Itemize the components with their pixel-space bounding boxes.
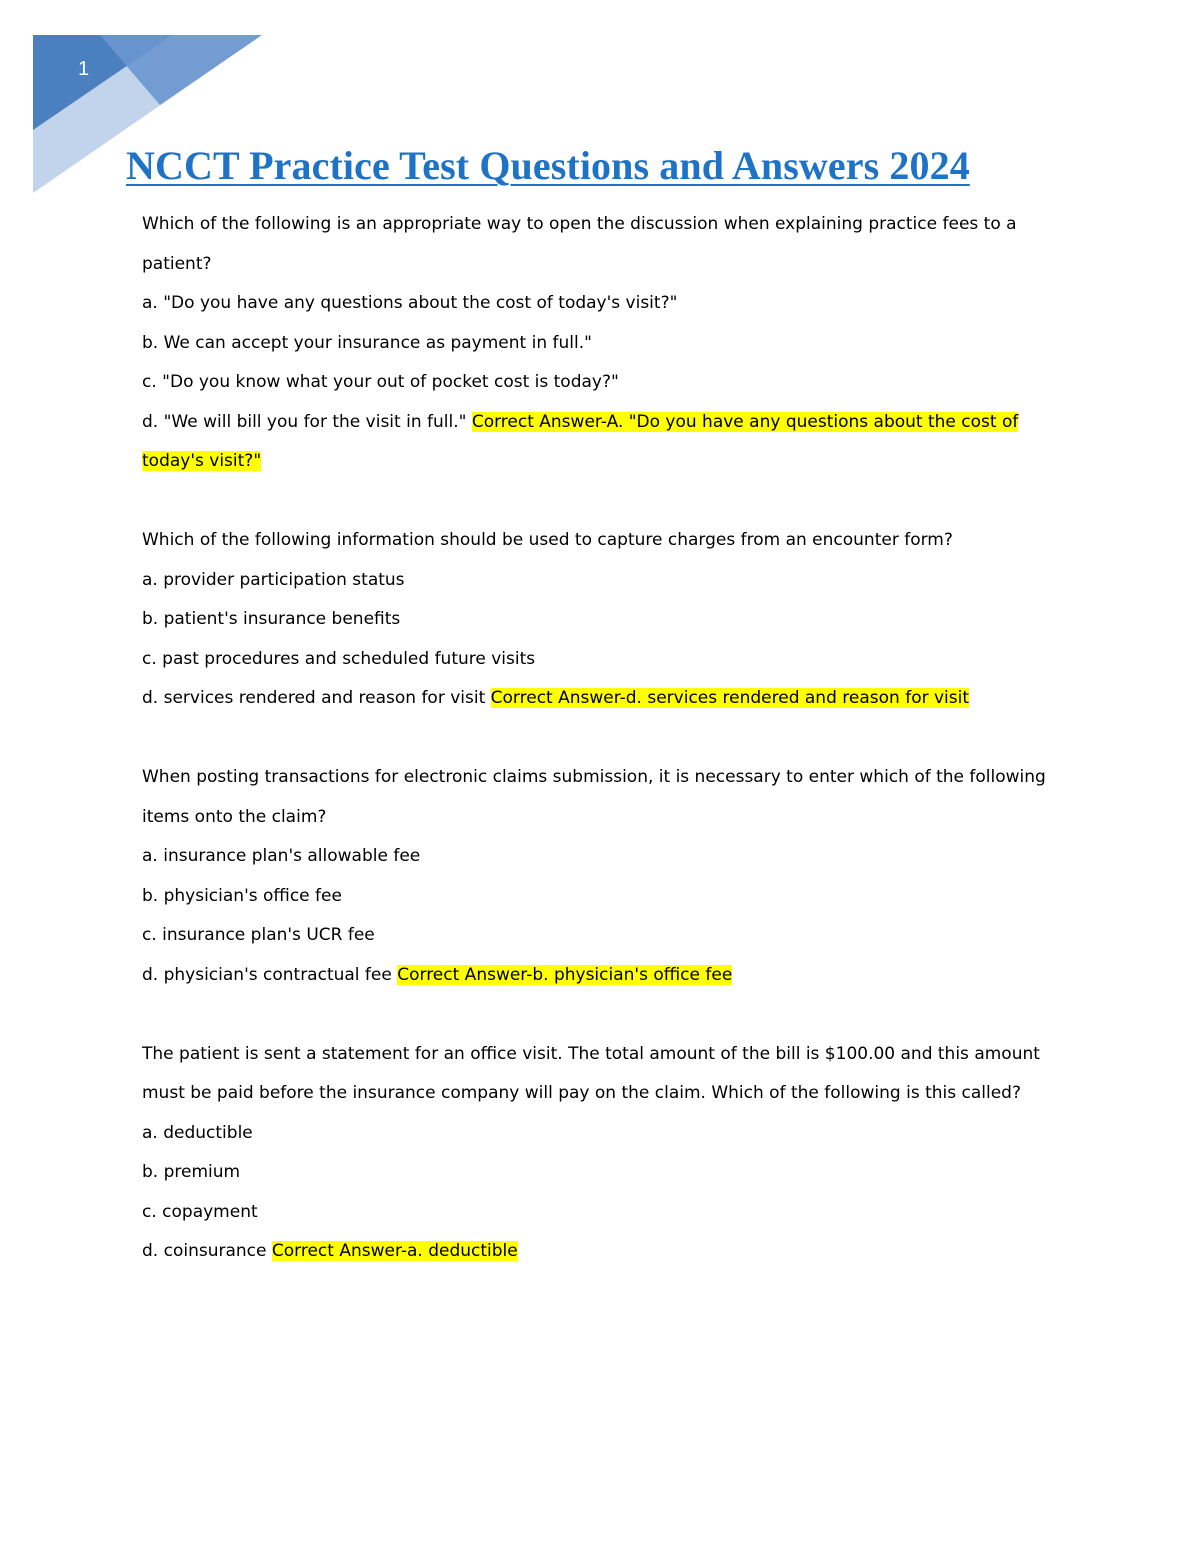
question-stem: Which of the following information should be used to capture charges from an encounter form?	[142, 530, 953, 550]
answer-option: b. physician's office fee	[142, 885, 342, 906]
answer-option: a. deductible	[142, 1122, 253, 1143]
correct-answer: today's visit?"	[142, 451, 262, 471]
answer-option-with-answer	[142, 1232, 1072, 1272]
question-stem: The patient is sent a statement for an office visit. The total amount of the bill is $100.00 and this amount	[142, 1043, 1040, 1064]
answer-option: a. "Do you have any questions about the cost of today's visit?"	[142, 293, 678, 313]
answer-option: c. "Do you know what your out of pocket cost is today?"	[142, 372, 619, 392]
correct-answer: Correct Answer-A. "Do you have any questions about the cost of	[471, 411, 1019, 432]
answer-option: d. physician's contractual fee	[142, 964, 398, 985]
answer-option: d. "We will bill you for the visit in full."	[142, 411, 472, 432]
page-number: 1	[78, 58, 90, 80]
correct-answer: Correct Answer-b. physician's office fee	[397, 964, 733, 985]
answer-option-with-answer	[142, 403, 1072, 443]
answer-option-with-answer	[142, 679, 1072, 719]
answer-option-with-answer	[142, 956, 1072, 996]
document-body	[142, 205, 1072, 1272]
question-2	[142, 521, 1072, 719]
spacer	[142, 482, 1072, 522]
correct-answer: Correct Answer-d. services rendered and reason for visit	[490, 688, 970, 708]
question-1	[142, 205, 1072, 482]
answer-option: c. copayment	[142, 1201, 258, 1222]
correct-answer: Correct Answer-a. deductible	[271, 1241, 518, 1261]
answer-option: c. insurance plan's UCR fee	[142, 925, 375, 945]
question-4	[142, 1035, 1072, 1272]
document-title: NCCT Practice Test Questions and Answers 2024	[126, 143, 970, 188]
answer-option: d. services rendered and reason for visit	[142, 688, 491, 708]
answer-option: b. patient's insurance benefits	[142, 609, 401, 629]
spacer	[142, 995, 1072, 1035]
answer-option: b. We can accept your insurance as payment in full."	[142, 332, 592, 353]
question-stem: When posting transactions for electronic claims submission, it is necessary to enter which of the following	[142, 767, 1046, 787]
answer-option: a. insurance plan's allowable fee	[142, 846, 421, 866]
question-stem: items onto the claim?	[142, 806, 327, 827]
answer-option: b. premium	[142, 1162, 241, 1182]
answer-option: c. past procedures and scheduled future visits	[142, 648, 536, 669]
question-3	[142, 758, 1072, 995]
question-stem: Which of the following is an appropriate way to open the discussion when explaining practice fees to a	[142, 214, 1017, 234]
spacer	[142, 719, 1072, 759]
question-stem: must be paid before the insurance company will pay on the claim. Which of the following is this called?	[142, 1083, 1021, 1103]
answer-option: d. coinsurance	[142, 1241, 272, 1261]
question-stem: patient?	[142, 253, 212, 274]
answer-option: a. provider participation status	[142, 569, 405, 590]
